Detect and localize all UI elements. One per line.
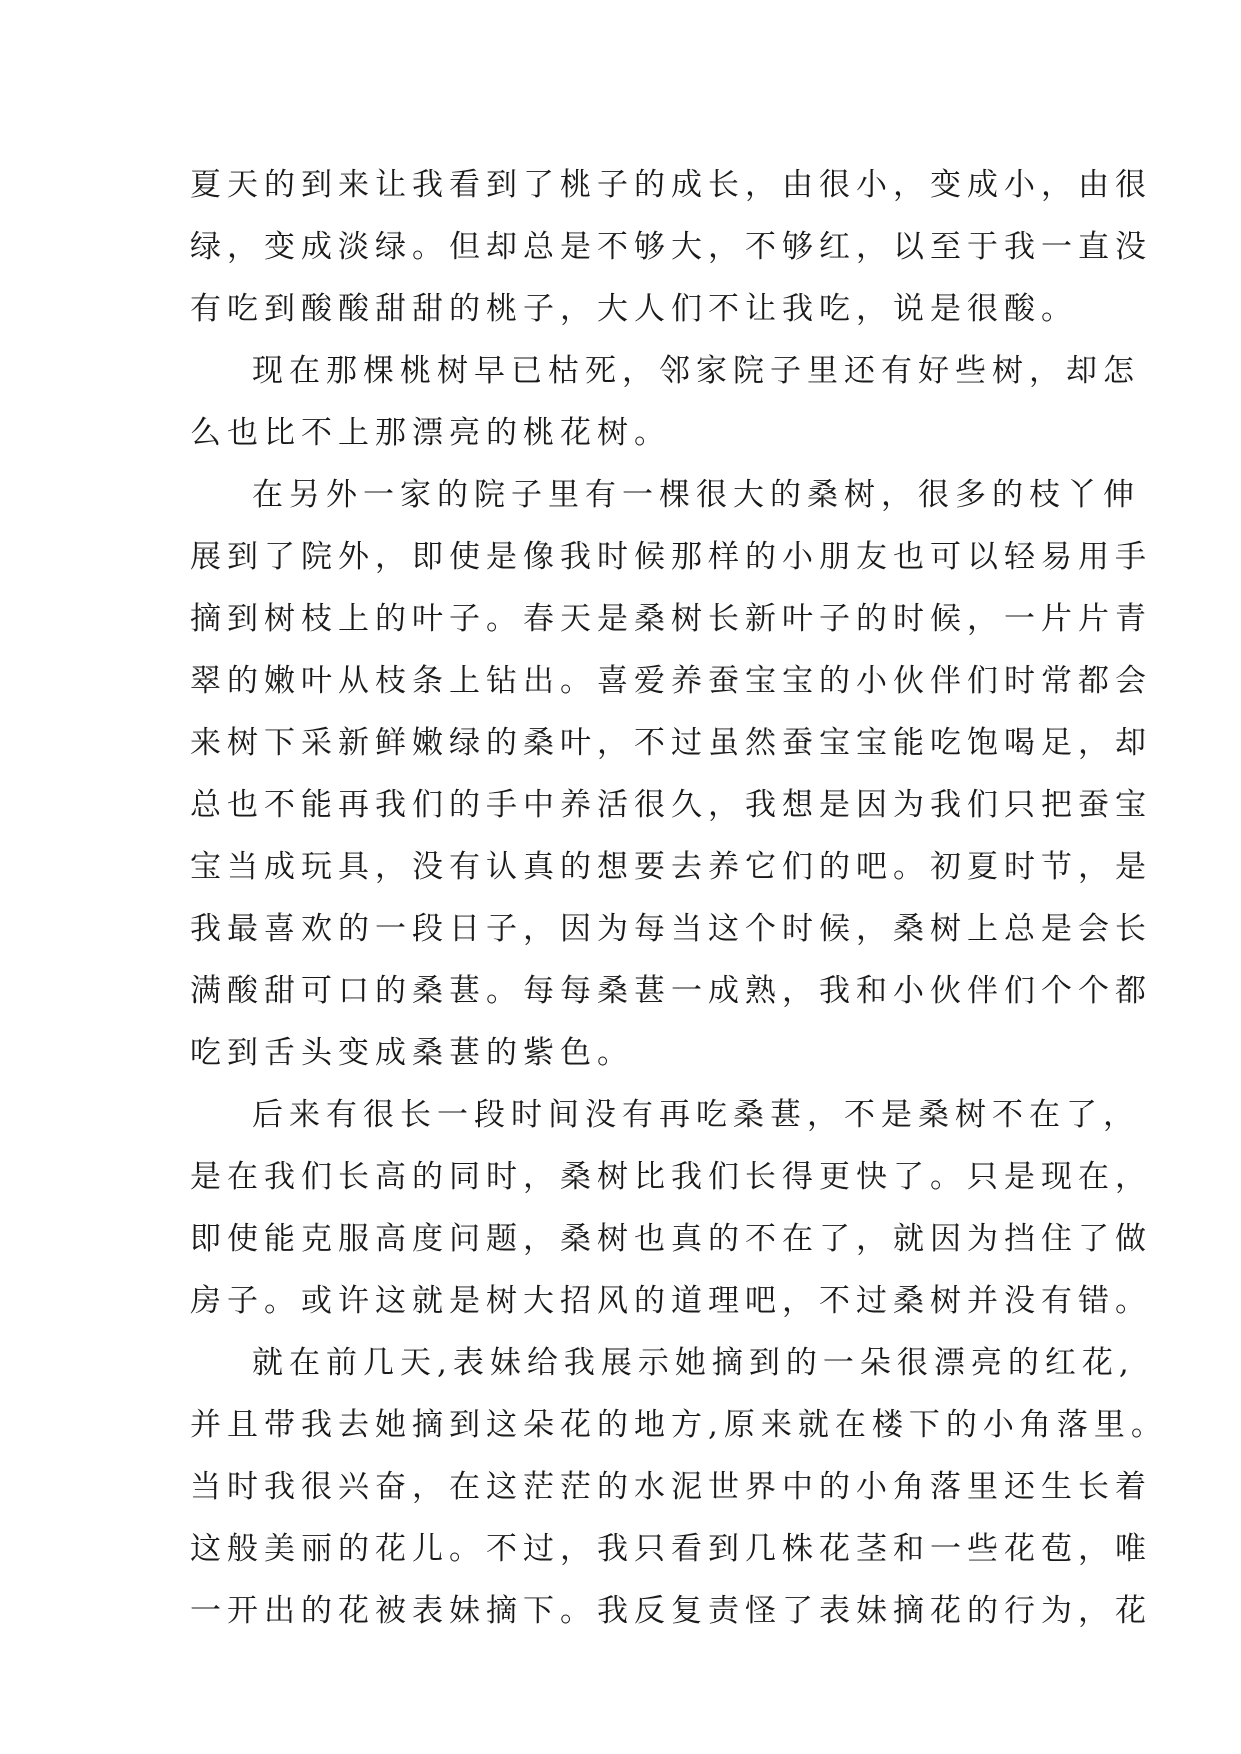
text-line: 来树下采新鲜嫩绿的桑叶，不过虽然蚕宝宝能吃饱喝足，却 xyxy=(190,724,1152,761)
text-line: 后来有很长一段时间没有再吃桑葚，不是桑树不在了， xyxy=(252,1096,1140,1133)
text-line: 夏天的到来让我看到了桃子的成长，由很小，变成小，由很 xyxy=(190,166,1152,203)
text-line: 即使能克服高度问题，桑树也真的不在了，就因为挡住了做 xyxy=(190,1220,1152,1257)
text-line: 翠的嫩叶从枝条上钻出。喜爱养蚕宝宝的小伙伴们时常都会 xyxy=(190,662,1152,699)
text-line: 就在前几天,表妹给我展示她摘到的一朵很漂亮的红花, xyxy=(252,1344,1135,1381)
text-line: 现在那棵桃树早已枯死，邻家院子里还有好些树，却怎 xyxy=(252,352,1140,389)
text-line: 摘到树枝上的叶子。春天是桑树长新叶子的时候，一片片青 xyxy=(190,600,1152,637)
text-line: 绿，变成淡绿。但却总是不够大，不够红，以至于我一直没 xyxy=(190,228,1152,265)
text-line: 是在我们长高的同时，桑树比我们长得更快了。只是现在， xyxy=(190,1158,1152,1195)
text-line: 么也比不上那漂亮的桃花树。 xyxy=(190,414,671,451)
text-line: 在另外一家的院子里有一棵很大的桑树，很多的枝丫伸 xyxy=(252,476,1140,513)
text-line: 满酸甜可口的桑葚。每每桑葚一成熟，我和小伙伴们个个都 xyxy=(190,972,1152,1009)
text-line: 展到了院外，即使是像我时候那样的小朋友也可以轻易用手 xyxy=(190,538,1152,575)
text-line: 吃到舌头变成桑葚的紫色。 xyxy=(190,1034,634,1071)
text-line: 宝当成玩具，没有认真的想要去养它们的吧。初夏时节，是 xyxy=(190,848,1152,885)
text-line: 我最喜欢的一段日子，因为每当这个时候，桑树上总是会长 xyxy=(190,910,1152,947)
text-line: 房子。或许这就是树大招风的道理吧，不过桑树并没有错。 xyxy=(190,1282,1152,1319)
text-line: 总也不能再我们的手中养活很久，我想是因为我们只把蚕宝 xyxy=(190,786,1152,823)
text-line: 一开出的花被表妹摘下。我反复责怪了表妹摘花的行为，花 xyxy=(190,1592,1152,1629)
text-line: 并且带我去她摘到这朵花的地方,原来就在楼下的小角落里。 xyxy=(190,1406,1168,1443)
text-line: 当时我很兴奋，在这茫茫的水泥世界中的小角落里还生长着 xyxy=(190,1468,1152,1505)
body-text xyxy=(190,150,1168,1638)
text-line: 有吃到酸酸甜甜的桃子，大人们不让我吃，说是很酸。 xyxy=(190,290,1078,327)
text-line: 这般美丽的花儿。不过，我只看到几株花茎和一些花苞，唯 xyxy=(190,1530,1152,1567)
